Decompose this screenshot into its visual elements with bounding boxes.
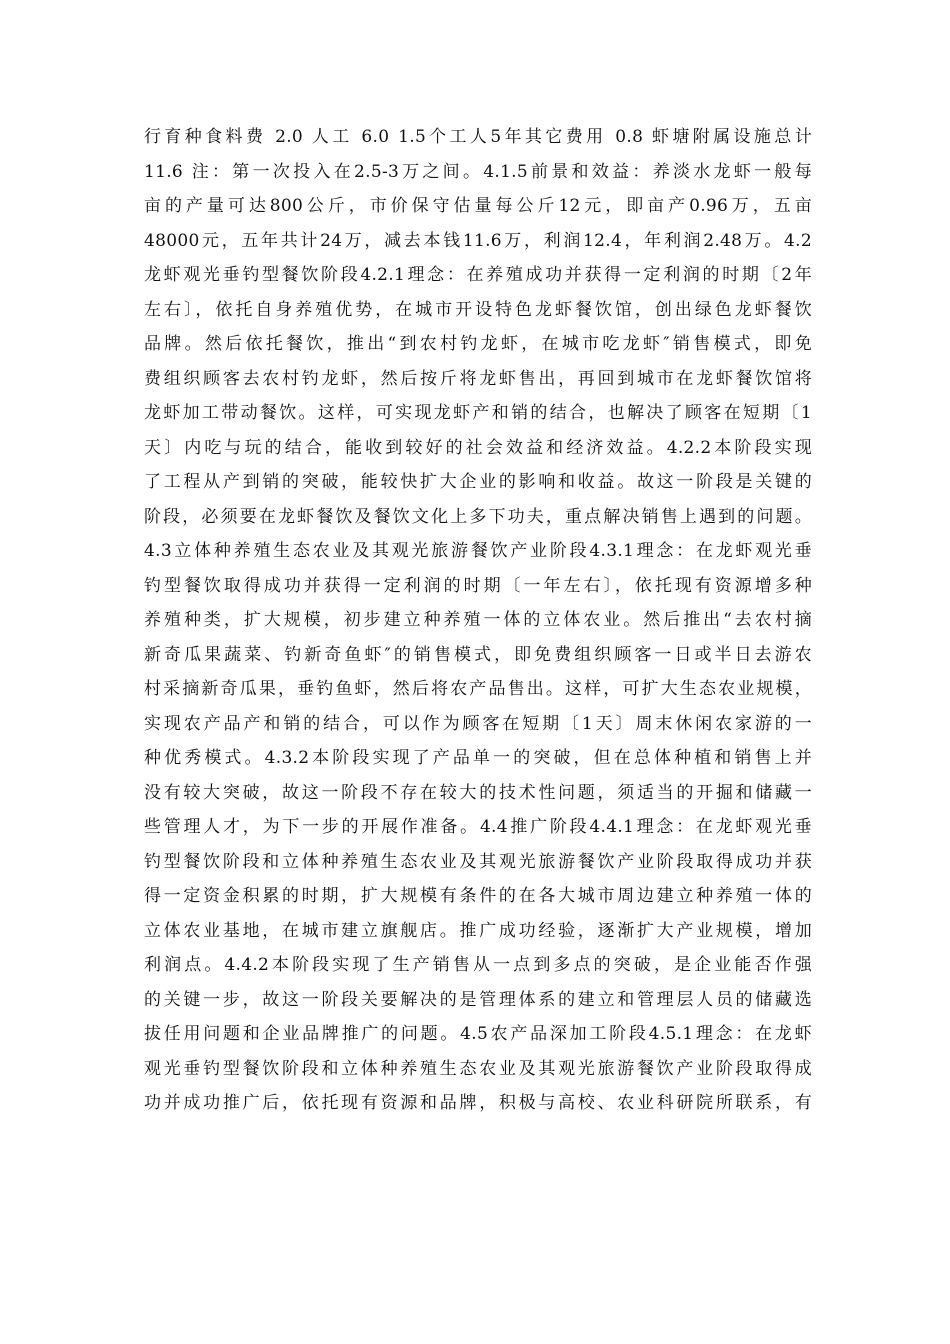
text-line: 养殖种类，扩大规模，初步建立种养殖一体的立体农业。然后推出“去农村摘 [144,610,812,630]
text-line: 新奇瓜果蔬菜、钓新奇鱼虾″的销售模式，即免费组织顾客一日或半日去游农 [144,644,812,665]
text-line: 拔任用问题和企业品牌推广的问题。4.5农产品深加工阶段4.5.1理念：在龙虾 [144,1024,812,1044]
text-line: 钓型餐饮阶段和立体种养殖生态农业及其观光旅游餐饮产业阶段取得成功并获 [144,851,812,872]
text-line: 实现农产品产和销的结合，可以作为顾客在短期〔1天〕周末休闲农家游的一 [144,713,812,734]
text-line: 种优秀模式。4.3.2本阶段实现了产品单一的突破，但在总体种植和销售上并 [144,748,812,768]
text-line: 利润点。4.4.2本阶段实现了生产销售从一点到多点的突破，是企业能否作强 [144,955,812,975]
text-line: 11.6 注：第一次投入在2.5-3万之间。4.1.5前景和效益：养淡水龙虾一般每 [144,161,812,182]
text-line: 些管理人才，为下一步的开展作准备。4.4推广阶段4.4.1理念：在龙虾观光垂 [144,817,812,837]
text-line: 钓型餐饮取得成功并获得一定利润的时期〔一年左右〕，依托现有资源增多种 [144,575,812,596]
text-line: 的关键一步，故这一阶段关要解决的是管理体系的建立和管理层人员的储藏选 [144,989,812,1010]
text-line: 观光垂钓型餐饮阶段和立体种养殖生态农业及其观光旅游餐饮产业阶段取得成 [144,1058,812,1079]
text-line: 天〕内吃与玩的结合，能收到较好的社会效益和经济效益。4.2.2本阶段实现 [144,437,812,458]
text-line: 4.3立体种养殖生态农业及其观光旅游餐饮产业阶段4.3.1理念：在龙虾观光垂 [144,541,812,561]
text-line: 功并成功推广后，依托现有资源和品牌，积极与高校、农业科研院所联系，有 [144,1093,812,1113]
text-line: 龙虾观光垂钓型餐饮阶段4.2.1理念：在养殖成功并获得一定利润的时期〔2年 [144,265,812,285]
text-line: 阶段，必须要在龙虾餐饮及餐饮文化上多下功夫，重点解决销售上遇到的问题。 [144,506,812,527]
text-line: 品牌。然后依托餐饮，推出“到农村钓龙虾，在城市吃龙虾″销售模式，即免 [144,334,812,354]
text-line: 立体农业基地，在城市建立旗舰店。推广成功经验，逐渐扩大产业规模，增加 [144,920,812,941]
body-text [144,120,812,1121]
text-line: 得一定资金积累的时期，扩大规模有条件的在各大城市周边建立种养殖一体的 [144,886,812,906]
text-line: 龙虾加工带动餐饮。这样，可实现龙虾产和销的结合，也解决了顾客在短期〔1 [144,403,812,423]
text-line: 没有较大突破，故这一阶段不存在较大的技术性问题，须适当的开掘和储藏一 [144,782,812,803]
text-line: 亩的产量可达800公斤，市价保守估量每公斤12元，即亩产0.96万，五亩 [144,196,812,216]
text-line: 费组织顾客去农村钓龙虾，然后按斤将龙虾售出，再回到城市在龙虾餐饮馆将 [144,368,812,389]
text-line: 左右〕，依托自身养殖优势，在城市开设特色龙虾餐饮馆，创出绿色龙虾餐饮 [144,299,812,320]
text-line: 48000元，五年共计24万，减去本钱11.6万，利润12.4，年利润2.48万。4.2 [144,230,812,251]
text-line: 村采摘新奇瓜果，垂钓鱼虾，然后将农产品售出。这样，可扩大生态农业规模， [144,679,812,699]
text-line: 了工程从产到销的突破，能较快扩大企业的影响和收益。故这一阶段是关键的 [144,472,812,492]
text-line: 行育种食料费 2.0 人工 6.0 1.5个工人5年其它费用 0.8 虾塘附属设施总计 [144,127,812,147]
